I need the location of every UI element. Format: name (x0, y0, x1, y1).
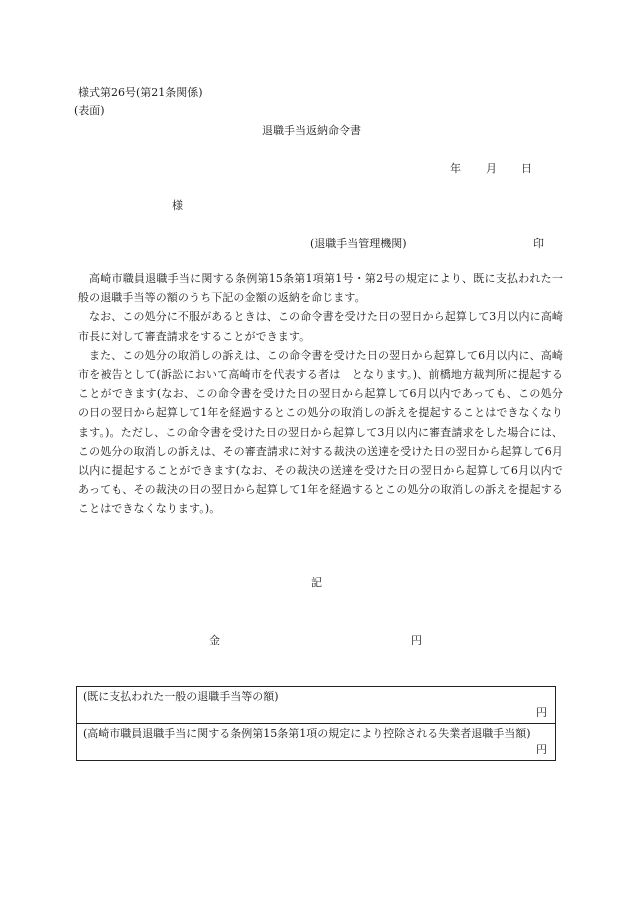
detail-row-label: (高崎市職員退職手当に関する条例第15条第1項の規定により控除される失業者退職手当額) (83, 727, 531, 740)
detail-row-deduction-amount (77, 723, 555, 760)
detail-row-paid-amount (77, 687, 555, 723)
form-number: 様式第26号(第21条関係) (78, 86, 203, 99)
detail-row-unit: 円 (536, 706, 547, 719)
addressee-honorific: 様 (172, 199, 183, 212)
seal-mark: 印 (533, 237, 544, 250)
date-year-label: 年 (450, 162, 461, 175)
detail-row-label: (既に支払われた一般の退職手当等の額) (83, 690, 279, 703)
amount-unit: 円 (411, 634, 422, 647)
body-paragraph-1: 高崎市職員退職手当に関する条例第15条第1項第1号・第2号の規定により、既に支払われた一般の退職手当等の額のうち下記の金額の返納を命じます。 (78, 272, 563, 305)
body-paragraph-2: なお、この処分に不服があるときは、この命令書を受けた日の翌日から起算して3月以内に高崎市長に対して審査請求をすることができます。 (78, 310, 563, 343)
detail-row-unit: 円 (536, 743, 547, 756)
amount-prefix: 金 (209, 634, 220, 647)
body-paragraph-3: また、この処分の取消しの訴えは、この命令書を受けた日の翌日から起算して6月以内に、高崎市を被告として(訴訟において高崎市を代表する者は となります。)、前橋地方裁判所に提起することができます(なお、この命令書を受けた日の翌日から起算して6月以内であっても、この処分の日の翌日から起算して1年を経過するとこの処分の取消しの訴えを提起することはできなくなります。)。ただし、この命令書を受けた日の翌日から起算して3月以内に審査請求をした場合には、この処分の取消しの訴えは、その審査請求に対する裁決の送達を受けた日の翌日から起算して6月以内に提起することができます(なお、その裁決の送達を受けた日の翌日から起算して6月以内であっても、その裁決の日の翌日から起算して1年を経過するとこの処分の取消しの訴えを提起することはできなくなります。)。 (78, 348, 563, 516)
body-text (78, 269, 563, 519)
issuer-label: (退職手当管理機関) (310, 237, 407, 250)
side-label: (表面) (74, 104, 105, 117)
date-month-label: 月 (486, 162, 497, 175)
notice-heading: 記 (311, 576, 322, 589)
date-day-label: 日 (521, 162, 532, 175)
detail-table (76, 686, 556, 761)
document-title: 退職手当返納命令書 (262, 124, 361, 137)
